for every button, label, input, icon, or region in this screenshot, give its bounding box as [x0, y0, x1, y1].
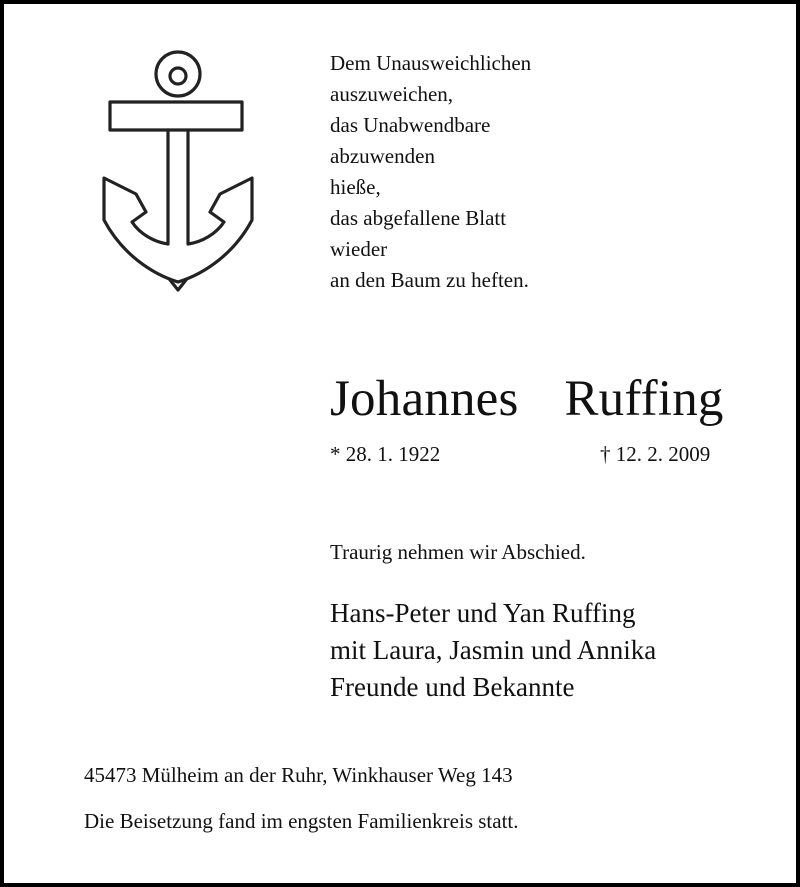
address: 45473 Mülheim an der Ruhr, Winkhauser Weg 143: [84, 763, 513, 787]
poem-line: auszuweichen,: [330, 82, 454, 106]
poem-line: abzuwenden: [330, 144, 435, 168]
death-date: † 12. 2. 2009: [600, 442, 711, 466]
poem: [330, 48, 531, 296]
poem-line: Dem Unausweichlichen: [330, 51, 532, 75]
poem-line: das abgefallene Blatt: [330, 206, 507, 230]
poem-line: das Unabwendbare: [330, 113, 491, 137]
anchor-icon: [74, 44, 284, 304]
deceased-name: Johannes Ruffing: [330, 371, 724, 427]
poem-line: hieße,: [330, 175, 381, 199]
mourner-line: mit Laura, Jasmin und Annika: [330, 635, 657, 665]
mourner-line: Freunde und Bekannte: [330, 672, 575, 702]
mourning-text: Traurig nehmen wir Abschied.: [330, 540, 586, 564]
birth-date: * 28. 1. 1922: [330, 442, 441, 466]
funeral-note: Die Beisetzung fand im engsten Familienkreis statt.: [84, 809, 519, 833]
poem-line: an den Baum zu heften.: [330, 268, 529, 292]
mourners-list: [330, 595, 656, 706]
mourner-line: Hans-Peter und Yan Ruffing: [330, 598, 636, 628]
poem-line: wieder: [330, 237, 388, 261]
